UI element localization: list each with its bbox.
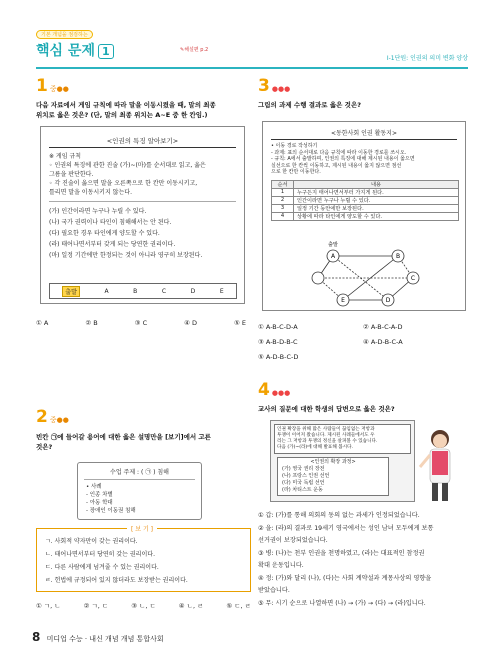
page-number: 8 (32, 630, 41, 644)
graph-node-label: B (395, 253, 401, 260)
q4-panel (270, 420, 415, 502)
page-title: 핵심 문제 1 (36, 40, 114, 60)
q4-answer[interactable]: ① 갑: (가)를 통해 의회의 동의 없는 과세가 인정되었습니다. (258, 512, 420, 519)
q2-bogi-box: [ 보 기 ] ㄱ. 사회적 약자만이 갖는 권리이다. ㄴ. 태어나면서부터 당연히 갖는 권리이다. ㄷ. 다른 사람에게 넘겨줄 수 있는 권리이다. ㄹ. 헌법에 규정되어 있지 않더라도 보장받는 권리이다. (36, 528, 251, 592)
q3-difficulty: ●●● (271, 85, 291, 93)
q2-choice[interactable]: ③ ㄴ, ㄷ (131, 602, 156, 610)
q4-answer[interactable]: ③ 병: (나)는 천부 인권을 천명하였고, (라)는 대표적인 참정권 (258, 549, 425, 557)
q2-choice[interactable]: ② ㄱ, ㄷ (83, 602, 109, 610)
graph-node (312, 272, 324, 284)
graph-node-label: D (385, 297, 391, 304)
graph-node-label: E (341, 297, 345, 304)
board-cell: D (190, 287, 196, 295)
q2-item: ㄷ. 다른 사람에게 넘겨줄 수 있는 권리이다. (45, 564, 159, 571)
graph-node-label: A (330, 253, 336, 260)
q3-question: 그림의 과제 수행 결과로 옳은 것은? (258, 101, 361, 109)
q4-question: 교사의 질문에 대한 학생의 답변으로 옳은 것은? (258, 405, 395, 413)
board-start: 출발 (62, 286, 80, 297)
q1-header (36, 76, 69, 96)
q4-number: 4 (258, 380, 270, 400)
q1-rules: ※ 게임 규칙 ◦ 인권의 특징에 관한 진술 (가)~(마)를 순서대로 읽고, 옳은 그름을 판단한다. ◦ 각 진술이 옳으면 말을 오른쪽으로 한 칸만 이동시키고, 틀리면 말을 이동시키지 않는다. (49, 153, 206, 196)
pencil-icon: ✎ (180, 47, 185, 53)
table-row: 1 누구든지 태어나면서부터 가지게 된다. (272, 188, 459, 196)
q3-choice[interactable]: ① A-B-C-D-A (258, 323, 298, 331)
q3-choices (258, 320, 468, 365)
board-cell: A (104, 287, 109, 295)
q3-rules: • 이동 경로 작성하기 - 과제: 표의 순서대로 다음 규칙에 따라 이동한 경로를 쓰시오. - 규칙: A에서 출발하며, 인권의 특징에 대해 제시된 내용이 옳으면 실선으로 한 칸씩 이동하고, 제시된 내용이 옳지 않으면 점선 으로 한 칸만 이동한다. (271, 143, 415, 175)
board-cell: E (219, 287, 224, 295)
header-subtitle: 기본 개념을 점검하는 (36, 30, 93, 39)
table-row: 3 일정 기간 동안에만 보장된다. (272, 204, 459, 212)
q3-number: 3 (258, 76, 270, 96)
q3-choice[interactable]: ④ A-D-B-C-A (363, 338, 403, 346)
q1-choice[interactable]: ⑤ E (233, 319, 246, 327)
q2-question: 빈칸 ㉠에 들어갈 용어에 대한 옳은 설명만을 [보기]에서 고른 것은? (36, 433, 211, 451)
q3-box: <동한사회 인권 활동지> • 이동 경로 작성하기 - 과제: 표의 순서대로 다음 규칙에 따라 이동한 경로를 쓰시오. - 규칙: A에서 출발하며, 인권의 특징에 대해 제시된 내용이 옳으면 실선으로 한 칸씩 이동하고, 제시된 내용이 옳지 않으면 점선 으로 한 칸만 이동한다. 순서 내용 1 누구든지 태어나면서부터 가지게 된다. 2 인간이라면 누구나 누릴 수 있다. 3 일정 기간 동안에만 보장된다. 4 상황에 따라 타인에게 양도할 수 있다. 출발 A B C D E (262, 121, 466, 311)
q3-choice[interactable]: ② A-B-C-A-D (363, 323, 403, 331)
q3-choice[interactable]: ⑤ A-D-B-C-D (258, 353, 299, 361)
q1-box-title: <인권의 특징 알아보기> (106, 137, 179, 145)
answer-ref: ✎해설편 p.2 (180, 47, 209, 53)
q2-choices (36, 601, 251, 610)
q3-graph (308, 238, 428, 308)
q4-answer[interactable]: ② 을: (라)의 결과로 19세기 영국에서는 성인 남녀 모두에게 보통 (258, 524, 434, 532)
q2-number: 2 (36, 407, 48, 427)
q2-item: ㄹ. 헌법에 규정되어 있지 않더라도 보장받는 권리이다. (45, 577, 188, 584)
q2-item: ㄴ. 태어나면서부터 당연히 갖는 권리이다. (45, 551, 155, 558)
q2-header (36, 407, 69, 427)
q2-choice[interactable]: ⑤ ㄷ, ㄹ (226, 602, 251, 610)
graph-start-label: 출발 (328, 242, 338, 248)
q1-box (40, 126, 245, 304)
q2-difficulty: 중●● (49, 416, 69, 424)
q2-choice[interactable]: ④ ㄴ, ㄹ (178, 602, 204, 610)
board-cell: C (161, 287, 167, 295)
teacher-illustration (418, 425, 466, 505)
graph-node-label: C (410, 275, 416, 282)
title-number: 1 (98, 44, 114, 59)
q3-choice[interactable]: ③ A-B-D-B-C (258, 338, 298, 346)
q1-choice[interactable]: ④ D (184, 319, 197, 327)
table-row: 2 인간이라면 누구나 누릴 수 있다. (272, 196, 459, 204)
q4-difficulty: ●●● (271, 389, 291, 397)
q1-board (49, 283, 237, 299)
q1-choice[interactable]: ① A (36, 319, 49, 327)
q2-item: ㄱ. 사회적 약자만이 갖는 권리이다. (45, 538, 138, 545)
q4-list: <인권의 확장 과정> (가) 영국 권리 장전 (나) 프랑스 인권 선언 (다) 미국 독립 선언 (라) 차티스트 운동 (277, 457, 389, 496)
q3-header (258, 76, 290, 96)
q4-answers: ① 갑: (가)를 통해 의회의 동의 없는 과세가 인정되었습니다. ② 을: (라)의 결과로 19세기 영국에서는 성인 남녀 모두에게 보통 선거권이 보장되었습니다. ③ 병: (나)는 천부 인권을 천명하였고, (라)는 대표적인 참정권 확대 운동입니다. ④ 정: (가)와 달리 (나), (다)는 사회 계약설과 계몽사상의 영향을 받았습니다. ⑤ 무: 시기 순으로 나열하면 (나) → (가) → (다) → (라)입니다. (258, 510, 470, 610)
q3-table: 순서 내용 1 누구든지 태어나면서부터 가지게 된다. 2 인간이라면 누구나 누릴 수 있다. 3 일정 기간 동안에만 보장된다. 4 상황에 따라 타인에게 양도할 수 있다. (271, 180, 459, 221)
q4-header (258, 380, 290, 400)
unit-label: Ⅰ-1단원: 인권의 의미 변화 양상 (386, 55, 468, 62)
header-divider (36, 67, 468, 69)
q2-card: 수업 주제 : ( ㉠ ) 침해 • 사례 - 인종 차별 - 아동 학대 - 장애인 이동권 침해 (77, 462, 202, 520)
q1-statements: (가) 인간이라면 누구나 누릴 수 있다. (나) 국가 권력이나 타인이 침해해서는 안 된다. (다) 필요한 경우 타인에게 양도할 수 있다. (라) 태어나면서부터 갖게 되는 당연한 권리이다. (마) 일정 기간에만 한정되는 것이 아니라 영구히 보장된다. (49, 208, 203, 259)
q1-difficulty: 중●● (49, 85, 69, 93)
footer (32, 630, 164, 644)
q1-choices (36, 319, 246, 327)
q4-answer[interactable]: ⑤ 무: 시기 순으로 나열하면 (나) → (가) → (다) → (라)입니다. (258, 599, 426, 607)
q4-bubble: 인권 확장을 위해 많은 사람들이 끊임없는 저항과 투쟁이 이어져 왔습니다. 제시된 사례들에서도 우 리는 그 저항과 투쟁의 정신을 살펴볼 수 있습니다. 다음 (가)~(라)에 대해 발표해 봅시다. (274, 424, 411, 454)
footer-text: 미디업 수능 · 내신 개념 개념 통합사회 (46, 635, 164, 643)
q1-choice[interactable]: ② B (85, 319, 98, 327)
q1-choice[interactable]: ③ C (134, 319, 148, 327)
q4-answer[interactable]: ④ 정: (가)와 달리 (나), (다)는 사회 계약설과 계몽사상의 영향을 (258, 574, 432, 582)
board-cell: B (133, 287, 138, 295)
q1-question: 다음 자료에서 게임 규칙에 따라 말을 이동시켰을 때, 말의 최종 위치로 옳은 것은? (단, 말의 최종 위치는 A~E 중 한 칸임.) (36, 101, 216, 119)
q2-choice[interactable]: ① ㄱ, ㄴ (36, 602, 61, 610)
table-row: 4 상황에 따라 타인에게 양도할 수 있다. (272, 212, 459, 220)
q1-number: 1 (36, 76, 48, 96)
